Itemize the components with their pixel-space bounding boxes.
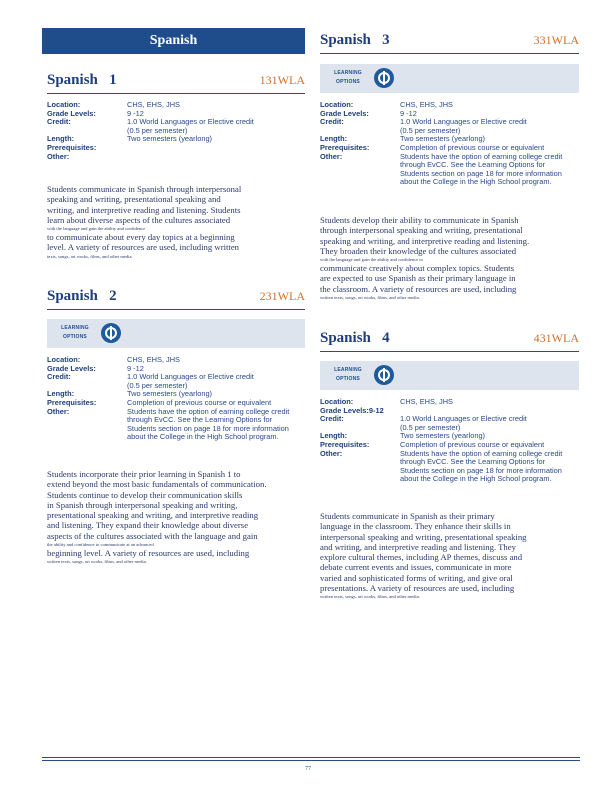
learning-options-bar	[320, 361, 579, 390]
desc-line: level. A variety of resources are used, including written	[47, 242, 240, 253]
value-credit: 1.0 World Languages or Elective credit	[400, 414, 527, 424]
desc-small-line: with the language and gain the ability and confidence to	[320, 257, 423, 263]
spanish-2-header	[47, 288, 305, 310]
desc-line: explore cultural themes, including AP themes, discuss and	[320, 552, 523, 563]
course-title: Spanish 4	[320, 330, 390, 346]
desc-line: are expected to use Spanish as their primary language in	[320, 273, 516, 284]
desc-line: language in the classroom. They enhance their skills in	[320, 521, 511, 532]
desc-line: and writing, and interpretive reading and listening. They	[320, 541, 516, 552]
label-length: Length:	[47, 134, 75, 144]
desc-line: debate current events and issues, communicate in more	[320, 562, 512, 573]
label-grade: Grade Levels:	[320, 108, 369, 118]
desc-line: speaking and writing, and interpretive reading and listening.	[320, 235, 530, 246]
course-code: 131WLA	[259, 73, 305, 87]
value-credit-note: (0.5 per semester)	[400, 125, 461, 135]
desc-line: communicate creatively about complex topics. Students	[320, 263, 514, 274]
course-code: 431WLA	[533, 331, 579, 345]
learning-options-label: LEARNING OPTIONS	[334, 367, 362, 382]
learning-options-label: LEARNING OPTIONS	[334, 70, 362, 85]
value-other: about the College in the High School program.	[400, 177, 552, 187]
value-credit: 1.0 World Languages or Elective credit	[127, 372, 254, 382]
value-other: about the College in the High School program.	[400, 474, 552, 484]
value-credit: 1.0 World Languages or Elective credit	[127, 117, 254, 127]
college-credit-icon	[101, 323, 121, 343]
value-other: about the College in the High School program.	[127, 432, 279, 442]
value-location: CHS, EHS, JHS	[400, 100, 453, 109]
footer-rule	[42, 757, 580, 758]
desc-small-line: written texts, songs, art works, films, and other media.	[47, 559, 147, 565]
value-credit: 1.0 World Languages or Elective credit	[400, 117, 527, 127]
desc-line: the classroom. A variety of resources are used, including	[320, 283, 517, 294]
desc-line: learn about diverse aspects of the cultures associated	[47, 214, 231, 225]
desc-line: Students communicate in Spanish as their primary	[320, 511, 495, 521]
label-credit: Credit:	[47, 117, 71, 127]
label-length: Length:	[320, 134, 348, 144]
value-credit-note: (0.5 per semester)	[127, 380, 188, 390]
desc-line: to communicate about every day topics at a beginning	[47, 232, 235, 243]
college-credit-icon	[374, 68, 394, 88]
desc-line: aspects of the cultures associated with the language and gain	[47, 530, 258, 541]
spanish-1-info	[47, 101, 305, 161]
spanish-2-info	[47, 356, 305, 442]
desc-line: varied and sophisticated forms of writing, and give oral	[320, 572, 513, 583]
label-grade: Grade Levels:	[47, 363, 96, 373]
value-other: Students section on page 18 for more information	[400, 465, 562, 475]
desc-line: in Spanish through interpersonal speaking and writing,	[47, 499, 238, 510]
label-grade: Grade Levels:	[47, 108, 96, 118]
label-credit: Credit:	[47, 372, 71, 382]
learning-options-bar	[47, 319, 305, 348]
label-other: Other:	[47, 406, 70, 416]
desc-line: Students communicate in Spanish through interpersonal	[47, 184, 242, 194]
value-other: Students have the option of earning college credit	[400, 151, 563, 161]
value-other: Students section on page 18 for more information	[400, 168, 562, 178]
value-length: Two semesters (yearlong)	[400, 431, 486, 441]
desc-line: through interpersonal speaking and writing, presentational	[320, 225, 523, 236]
desc-small-line: with the language and gain the ability and confidence	[47, 226, 146, 232]
value-prereq: Completion of previous course or equivalent	[400, 439, 545, 449]
label-length: Length:	[320, 431, 348, 441]
value-length: Two semesters (yearlong)	[127, 389, 213, 399]
value-location: CHS, EHS, JHS	[127, 100, 180, 109]
course-title: Spanish 3	[320, 32, 390, 48]
value-grade: 9 -12	[400, 108, 417, 118]
spanish-1-header	[47, 72, 305, 94]
desc-line: They broaden their knowledge of the cultures associated	[320, 245, 517, 256]
value-credit-note: (0.5 per semester)	[127, 125, 188, 135]
desc-line: speaking and writing, presentational speaking and	[47, 194, 221, 205]
value-other: through EvCC. See the Learning Options for	[400, 160, 546, 170]
desc-small-line: written texts, songs, art works, films, and other media.	[320, 594, 420, 600]
value-location: CHS, EHS, JHS	[127, 355, 180, 364]
label-length: Length:	[47, 389, 75, 399]
label-location: Location:	[320, 397, 354, 406]
label-prereq: Prerequisites:	[47, 397, 97, 407]
label-prereq: Prerequisites:	[320, 439, 370, 449]
desc-small-line: the ability and confidence to communicate at an advanced	[47, 542, 154, 548]
course-title: Spanish 1	[47, 72, 117, 88]
spanish-3-info	[320, 101, 579, 187]
desc-line: Students develop their ability to communicate in Spanish	[320, 215, 519, 225]
desc-line: writing, and interpretive reading and listening. Students	[47, 204, 241, 215]
spanish-4-description	[320, 511, 579, 600]
label-credit: Credit:	[320, 414, 344, 424]
label-other: Other:	[320, 151, 343, 161]
value-other: Students have the option of earning college credit	[400, 448, 563, 458]
spanish-1-description	[47, 184, 305, 260]
label-other: Other:	[320, 448, 343, 458]
label-credit: Credit:	[320, 117, 344, 127]
spanish-3-description	[320, 215, 579, 301]
spanish-3-header	[320, 32, 579, 54]
course-code: 231WLA	[259, 289, 305, 303]
value-length: Two semesters (yearlong)	[127, 134, 213, 144]
value-other: Students section on page 18 for more information	[127, 423, 289, 433]
desc-small-line: written texts, songs, art works, films, and other media.	[320, 295, 420, 301]
value-location: CHS, EHS, JHS	[400, 397, 453, 406]
page-number: 77	[305, 766, 311, 772]
label-location: Location:	[320, 100, 354, 109]
label-other: Other:	[47, 151, 70, 161]
value-prereq: Completion of previous course or equivalent	[127, 397, 272, 407]
desc-line: extend beyond the most basic fundamentals of communication.	[47, 479, 267, 490]
spanish-2-description	[47, 469, 305, 565]
course-title: Spanish 2	[47, 288, 117, 304]
desc-line: Students continue to develop their communication skills	[47, 489, 243, 500]
spanish-4-header	[320, 330, 579, 352]
learning-options-bar	[320, 64, 579, 93]
label-location: Location:	[47, 100, 81, 109]
course-code: 331WLA	[533, 33, 579, 47]
value-other: through EvCC. See the Learning Options for	[400, 457, 546, 467]
value-prereq: Completion of previous course or equivalent	[400, 142, 545, 152]
value-grade: 9 -12	[127, 108, 144, 118]
desc-line: beginning level. A variety of resources are used, including	[47, 548, 250, 559]
desc-line: interpersonal speaking and writing, presentational speaking	[320, 531, 527, 542]
spanish-4-info	[320, 398, 579, 484]
desc-line: Students incorporate their prior learning in Spanish 1 to	[47, 469, 241, 479]
label-grade: Grade Levels:9-12	[320, 405, 384, 415]
label-location: Location:	[47, 355, 81, 364]
college-credit-icon	[374, 365, 394, 385]
value-length: Two semesters (yearlong)	[400, 134, 486, 144]
value-grade: 9 -12	[127, 363, 144, 373]
label-prereq: Prerequisites:	[320, 142, 370, 152]
desc-small-line: texts, songs, art works, films, and other media.	[47, 253, 133, 259]
section-banner: Spanish	[42, 28, 305, 54]
value-other: Students have the option of earning college credit	[127, 406, 290, 416]
desc-line: and listening. They expand their knowledge about diverse	[47, 520, 249, 531]
label-prereq: Prerequisites:	[47, 142, 97, 152]
value-credit-note: (0.5 per semester)	[400, 422, 461, 432]
desc-line: presentational speaking and writing, and interpretive reading	[47, 510, 259, 521]
learning-options-label: LEARNING OPTIONS	[61, 325, 89, 340]
value-other: through EvCC. See the Learning Options for	[127, 415, 273, 425]
footer-rule	[42, 760, 580, 761]
desc-line: presentations. A variety of resources are used, including	[320, 583, 515, 594]
